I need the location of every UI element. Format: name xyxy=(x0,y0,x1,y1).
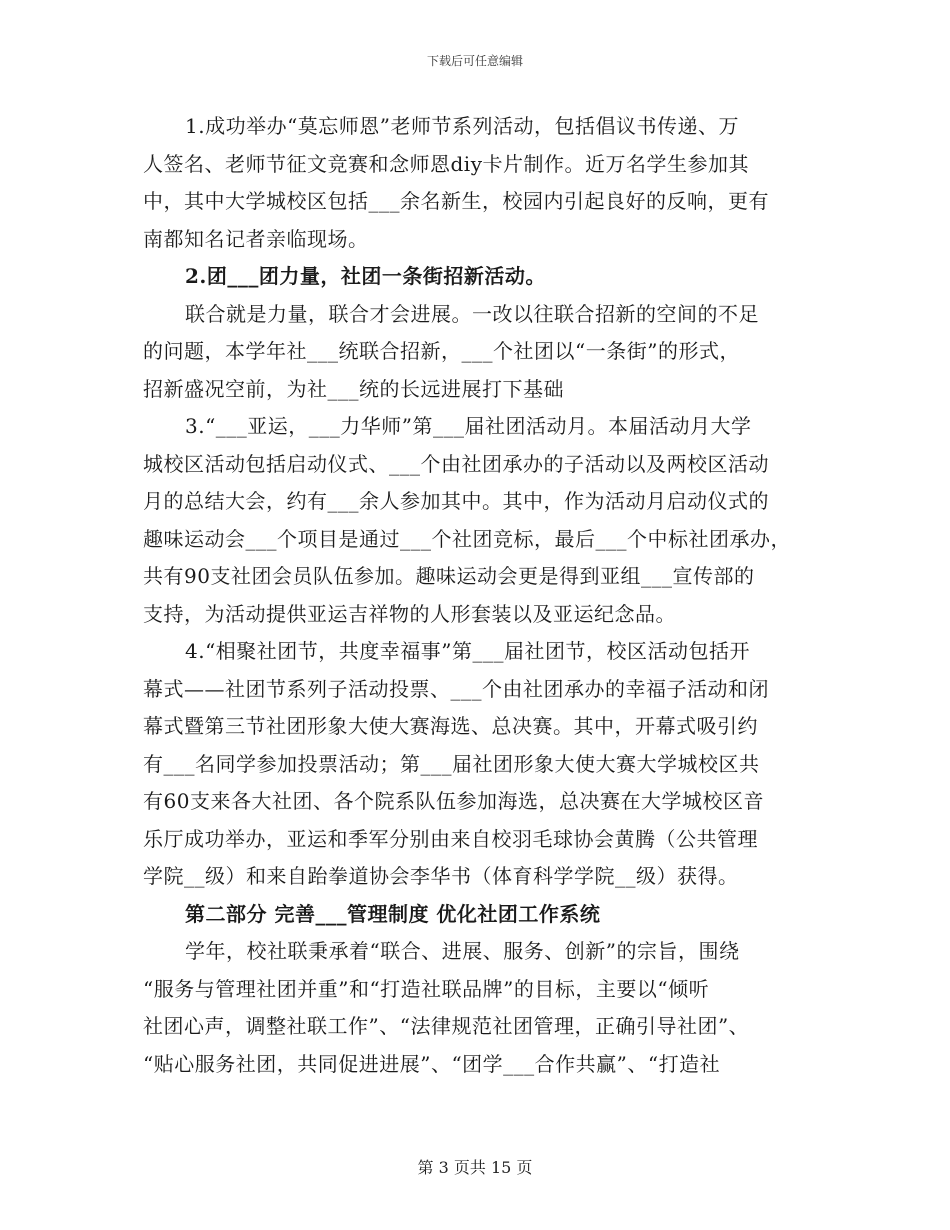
paragraph-line: 南都知名记者亲临现场。 xyxy=(143,226,369,251)
paragraph-line: 中，其中大学城校区包括___余名新生，校园内引起良好的反响，更有 xyxy=(143,189,769,213)
paragraph-line: 月的总结大会，约有___余人参加其中。其中，作为活动月启动仪式的 xyxy=(143,489,769,513)
page-footer: 第 3 页共 15 页 xyxy=(417,1158,533,1177)
paragraph-line: 联合就是力量，联合才会进展。一改以往联合招新的空间的不足 xyxy=(185,301,759,326)
paragraph-line: 3.“___亚运，___力华师”第___届社团活动月。本届活动月大学 xyxy=(185,414,752,438)
paragraph-line: 学年，校社联秉承着“联合、进展、服务、创新”的宗旨，围绕 xyxy=(185,939,740,963)
paragraph-line: 乐厅成功举办，亚运和季军分别由来自校羽毛球协会黄腾（公共管理 xyxy=(143,826,758,851)
paragraph-line: 共有90支社团会员队伍参加。趣味运动会更是得到亚组___宣传部的 xyxy=(143,564,755,588)
section-heading-line: 2.团___团力量，社团一条街招新活动。 xyxy=(185,264,546,288)
page-header: 下载后可任意编辑 xyxy=(426,54,523,68)
paragraph-line: 幕式暨第三节社团形象大使大赛海选、总决赛。其中，开幕式吸引约 xyxy=(143,714,758,738)
paragraph-line: 的问题，本学年社___统联合招新，___个社团以“一条街”的形式， xyxy=(143,339,740,363)
paragraph-line: 4.“相聚社团节，共度幸福事”第___届社团节，校区活动包括开 xyxy=(185,639,751,663)
paragraph-line: 有60支来各大社团、各个院系队伍参加海选，总决赛在大学城校区音 xyxy=(143,789,764,813)
paragraph-line: 幕式——社团节系列子活动投票、___个由社团承办的幸福子活动和闭 xyxy=(143,676,769,701)
paragraph-line: “服务与管理社团并重”和“打造社联品牌”的目标，主要以“倾听 xyxy=(143,976,710,1001)
document-body xyxy=(143,108,808,1083)
paragraph-line: 1.成功举办“莫忘师恩”老师节系列活动，包括倡议书传递、万 xyxy=(185,114,740,138)
paragraph-line: 支持，为活动提供亚运吉祥物的人形套装以及亚运纪念品。 xyxy=(143,601,676,626)
paragraph-line: 社团心声，调整社联工作”、“法律规范社团管理，正确引导社团”、 xyxy=(143,1014,750,1038)
paragraph-line: 有___名同学参加投票活动；第___届社团形象大使大赛大学城校区共 xyxy=(143,751,760,776)
paragraph-line: 人签名、老师节征文竞赛和念师恩diy卡片制作。近万名学生参加其 xyxy=(143,151,749,176)
section-heading-line: 第二部分 完善___管理制度 优化社团工作系统 xyxy=(185,901,601,926)
paragraph-line: 城校区活动包括启动仪式、___个由社团承办的子活动以及两校区活动 xyxy=(143,451,769,476)
paragraph-line: 趣味运动会___个项目是通过___个社团竞标，最后___个中标社团承办， xyxy=(143,526,791,551)
paragraph-line: 学院__级）和来自跆拳道协会李华书（体育科学学院__级）获得。 xyxy=(143,864,739,888)
paragraph-line: 招新盛况空前，为社___统的长远进展打下基础 xyxy=(143,376,564,401)
paragraph-line: “贴心服务社团，共同促进进展”、“团学___合作共赢”、“打造社 xyxy=(143,1051,721,1076)
